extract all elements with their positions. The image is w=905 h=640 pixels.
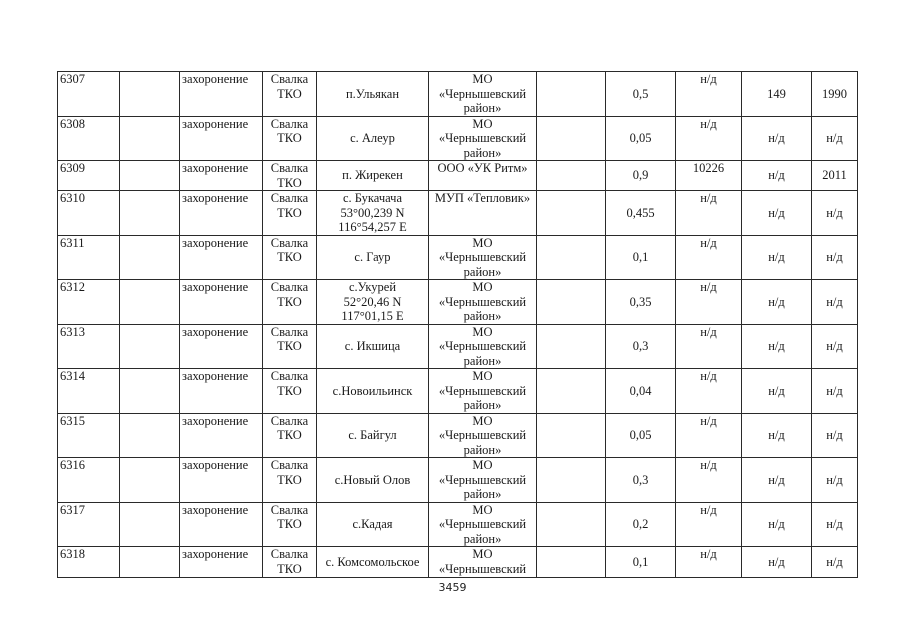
area-cell: 0,1 xyxy=(606,547,676,578)
record-number-cell: 6314 xyxy=(58,369,120,414)
table-row xyxy=(58,502,858,547)
value-cell: н/д xyxy=(742,235,812,280)
record-number-cell: 6307 xyxy=(58,72,120,117)
table-row xyxy=(58,72,858,117)
location-cell xyxy=(317,161,429,191)
table-row xyxy=(58,161,858,191)
empty-cell xyxy=(537,235,606,280)
location-cell-line: с.Укурей xyxy=(348,280,397,294)
year-cell: н/д xyxy=(812,369,858,414)
object-type-cell xyxy=(263,72,317,117)
operator-cell-line: МО xyxy=(472,458,493,472)
operator-cell-line: «Чернышевский xyxy=(438,561,527,576)
operator-cell-line: МО xyxy=(472,502,493,517)
operator-cell-line: район» xyxy=(463,264,502,279)
area-cell: 0,35 xyxy=(606,280,676,325)
operator-cell xyxy=(429,458,537,503)
empty-cell xyxy=(537,280,606,325)
year-cell: н/д xyxy=(812,547,858,578)
object-type-cell xyxy=(263,324,317,369)
record-number-cell: 6315 xyxy=(58,413,120,458)
activity-cell: захоронение xyxy=(180,458,263,503)
year-cell: н/д xyxy=(812,413,858,458)
record-number-cell: 6309 xyxy=(58,161,120,191)
year-cell: н/д xyxy=(812,191,858,236)
empty-cell xyxy=(120,72,180,117)
year-cell: н/д xyxy=(812,116,858,161)
area-cell: 0,3 xyxy=(606,324,676,369)
activity-cell: захоронение xyxy=(180,502,263,547)
activity-cell: захоронение xyxy=(180,413,263,458)
operator-cell-line: район» xyxy=(463,145,502,160)
value-cell: н/д xyxy=(742,369,812,414)
area-cell: 0,3 xyxy=(606,458,676,503)
empty-cell xyxy=(537,413,606,458)
empty-cell xyxy=(537,161,606,191)
object-type-cell-line: ТКО xyxy=(277,175,302,190)
empty-cell xyxy=(120,547,180,578)
volume-cell: н/д xyxy=(676,547,742,578)
object-type-cell-line: Свалка xyxy=(270,161,309,175)
location-cell-line: с.Новоильинск xyxy=(332,383,413,398)
table-row xyxy=(58,458,858,503)
year-cell: н/д xyxy=(812,280,858,325)
object-type-cell-line: Свалка xyxy=(270,191,309,205)
record-number-cell: 6312 xyxy=(58,280,120,325)
empty-cell xyxy=(537,324,606,369)
object-type-cell-line: ТКО xyxy=(277,383,302,398)
object-type-cell-line: ТКО xyxy=(277,472,302,487)
operator-cell-line: «Чернышевский xyxy=(438,472,527,487)
empty-cell xyxy=(120,324,180,369)
area-cell: 0,2 xyxy=(606,502,676,547)
activity-cell: захоронение xyxy=(180,161,263,191)
value-cell: 149 xyxy=(742,72,812,117)
year-cell: н/д xyxy=(812,502,858,547)
operator-cell-line: МО xyxy=(472,413,493,428)
operator-cell xyxy=(429,502,537,547)
activity-cell: захоронение xyxy=(180,369,263,414)
object-type-cell-line: Свалка xyxy=(270,502,309,517)
volume-cell: н/д xyxy=(676,502,742,547)
object-type-cell xyxy=(263,547,317,578)
object-type-cell-line: Свалка xyxy=(270,72,309,86)
table-row xyxy=(58,280,858,325)
empty-cell xyxy=(120,191,180,236)
activity-cell: захоронение xyxy=(180,116,263,161)
operator-cell-line: МО xyxy=(472,235,493,250)
year-cell: н/д xyxy=(812,235,858,280)
operator-cell-line: район» xyxy=(463,442,502,457)
year-cell: 1990 xyxy=(812,72,858,117)
empty-cell xyxy=(120,161,180,191)
table-row xyxy=(58,324,858,369)
volume-cell: н/д xyxy=(676,235,742,280)
operator-cell-line: МО xyxy=(472,369,493,383)
activity-cell: захоронение xyxy=(180,72,263,117)
operator-cell xyxy=(429,191,537,236)
operator-cell-line: МУП «Тепловик» xyxy=(434,191,531,205)
area-cell: 0,1 xyxy=(606,235,676,280)
table-row xyxy=(58,116,858,161)
operator-cell-line: «Чернышевский xyxy=(438,131,527,145)
operator-cell xyxy=(429,280,537,325)
location-cell xyxy=(317,413,429,458)
table-row xyxy=(58,547,858,578)
location-cell-line: с. Икшица xyxy=(344,339,401,353)
object-type-cell xyxy=(263,369,317,414)
location-cell xyxy=(317,502,429,547)
operator-cell xyxy=(429,235,537,280)
record-number-cell: 6310 xyxy=(58,191,120,236)
operator-cell-line: ООО «УК Ритм» xyxy=(437,161,528,175)
location-cell xyxy=(317,72,429,117)
object-type-cell xyxy=(263,502,317,547)
operator-cell-line: МО xyxy=(472,116,493,131)
area-cell: 0,9 xyxy=(606,161,676,191)
object-type-cell-line: ТКО xyxy=(277,294,302,309)
object-type-cell-line: ТКО xyxy=(277,561,302,576)
activity-cell: захоронение xyxy=(180,547,263,578)
empty-cell xyxy=(120,280,180,325)
operator-cell-line: «Чернышевский xyxy=(438,339,527,353)
record-number-cell: 6311 xyxy=(58,235,120,280)
volume-cell: н/д xyxy=(676,369,742,414)
record-number-cell: 6317 xyxy=(58,502,120,547)
object-type-cell-line: ТКО xyxy=(277,339,302,353)
empty-cell xyxy=(537,72,606,117)
object-type-cell-line: ТКО xyxy=(277,131,302,145)
value-cell: н/д xyxy=(742,413,812,458)
empty-cell xyxy=(537,369,606,414)
volume-cell: н/д xyxy=(676,72,742,117)
activity-cell: захоронение xyxy=(180,191,263,236)
empty-cell xyxy=(120,369,180,414)
operator-cell-line: район» xyxy=(463,487,502,501)
year-cell: 2011 xyxy=(812,161,858,191)
activity-cell: захоронение xyxy=(180,324,263,369)
object-type-cell-line: Свалка xyxy=(270,324,309,339)
location-cell xyxy=(317,116,429,161)
record-number-cell: 6308 xyxy=(58,116,120,161)
operator-cell-line: «Чернышевский xyxy=(438,294,527,309)
operator-cell-line: МО xyxy=(472,280,493,294)
area-cell: 0,05 xyxy=(606,413,676,458)
empty-cell xyxy=(537,458,606,503)
object-type-cell xyxy=(263,161,317,191)
location-cell xyxy=(317,235,429,280)
operator-cell xyxy=(429,547,537,578)
location-cell-line: с. Комсомольское xyxy=(325,554,420,569)
location-cell xyxy=(317,280,429,325)
operator-cell-line: «Чернышевский xyxy=(438,383,527,398)
volume-cell: н/д xyxy=(676,413,742,458)
operator-cell xyxy=(429,369,537,414)
location-cell-line: с. Гаур xyxy=(354,250,391,264)
operator-cell-line: МО xyxy=(472,324,493,339)
record-number-cell: 6313 xyxy=(58,324,120,369)
object-type-cell-line: Свалка xyxy=(270,547,309,561)
value-cell: н/д xyxy=(742,116,812,161)
activity-cell: захоронение xyxy=(180,280,263,325)
object-type-cell-line: ТКО xyxy=(277,205,302,220)
operator-cell-line: «Чернышевский xyxy=(438,517,527,531)
page-number: 3459 xyxy=(438,581,467,594)
empty-cell xyxy=(120,458,180,503)
object-type-cell xyxy=(263,458,317,503)
object-type-cell xyxy=(263,116,317,161)
activity-cell: захоронение xyxy=(180,235,263,280)
area-cell: 0,04 xyxy=(606,369,676,414)
location-cell xyxy=(317,191,429,236)
value-cell: н/д xyxy=(742,458,812,503)
object-type-cell-line: Свалка xyxy=(270,235,309,250)
location-cell xyxy=(317,369,429,414)
object-type-cell-line: ТКО xyxy=(277,250,302,264)
value-cell: н/д xyxy=(742,191,812,236)
object-type-cell-line: Свалка xyxy=(270,413,309,428)
empty-cell xyxy=(120,235,180,280)
year-cell: н/д xyxy=(812,458,858,503)
location-cell-line: п. Жирекен xyxy=(342,168,403,183)
value-cell: н/д xyxy=(742,502,812,547)
operator-cell xyxy=(429,116,537,161)
object-type-cell xyxy=(263,280,317,325)
object-type-cell-line: ТКО xyxy=(277,428,302,442)
operator-cell-line: МО xyxy=(472,72,493,86)
location-cell xyxy=(317,324,429,369)
waste-sites-table xyxy=(57,71,858,578)
empty-cell xyxy=(537,502,606,547)
object-type-cell-line: Свалка xyxy=(270,369,309,383)
object-type-cell-line: Свалка xyxy=(270,458,309,472)
location-cell-line: 53°00,239 N xyxy=(340,205,405,220)
object-type-cell-line: Свалка xyxy=(270,116,309,131)
area-cell: 0,5 xyxy=(606,72,676,117)
location-cell-line: с.Кадая xyxy=(352,517,393,531)
empty-cell xyxy=(537,191,606,236)
location-cell-line: 117°01,15 E xyxy=(341,309,404,323)
record-number-cell: 6318 xyxy=(58,547,120,578)
value-cell: н/д xyxy=(742,324,812,369)
location-cell-line: с.Новый Олов xyxy=(334,472,411,487)
object-type-cell-line: ТКО xyxy=(277,86,302,101)
operator-cell-line: район» xyxy=(463,101,502,115)
operator-cell-line: район» xyxy=(463,309,502,323)
object-type-cell-line: Свалка xyxy=(270,280,309,294)
empty-cell xyxy=(120,502,180,547)
location-cell xyxy=(317,458,429,503)
area-cell: 0,05 xyxy=(606,116,676,161)
empty-cell xyxy=(537,547,606,578)
operator-cell-line: МО xyxy=(472,547,493,561)
year-cell: н/д xyxy=(812,324,858,369)
operator-cell xyxy=(429,413,537,458)
value-cell: н/д xyxy=(742,161,812,191)
empty-cell xyxy=(537,116,606,161)
location-cell-line: с. Байгул xyxy=(348,428,397,442)
value-cell: н/д xyxy=(742,547,812,578)
area-cell: 0,455 xyxy=(606,191,676,236)
operator-cell-line: «Чернышевский xyxy=(438,428,527,442)
record-number-cell: 6316 xyxy=(58,458,120,503)
object-type-cell xyxy=(263,413,317,458)
location-cell-line: п.Ульякан xyxy=(345,86,400,101)
volume-cell: н/д xyxy=(676,116,742,161)
location-cell xyxy=(317,547,429,578)
operator-cell xyxy=(429,324,537,369)
location-cell-line: с. Алеур xyxy=(350,131,395,145)
empty-cell xyxy=(120,116,180,161)
location-cell-line: 52°20,46 N xyxy=(343,294,402,309)
volume-cell: н/д xyxy=(676,191,742,236)
operator-cell-line: район» xyxy=(463,353,502,368)
table-row xyxy=(58,413,858,458)
table-row xyxy=(58,369,858,414)
object-type-cell-line: ТКО xyxy=(277,517,302,531)
operator-cell xyxy=(429,72,537,117)
table-row xyxy=(58,235,858,280)
table-row xyxy=(58,191,858,236)
operator-cell-line: район» xyxy=(463,398,502,412)
object-type-cell xyxy=(263,235,317,280)
value-cell: н/д xyxy=(742,280,812,325)
volume-cell: н/д xyxy=(676,324,742,369)
operator-cell-line: район» xyxy=(463,531,502,546)
location-cell-line: 116°54,257 E xyxy=(338,220,407,234)
volume-cell: н/д xyxy=(676,458,742,503)
location-cell-line: с. Букачача xyxy=(342,191,402,205)
volume-cell: н/д xyxy=(676,280,742,325)
operator-cell-line: «Чернышевский xyxy=(438,86,527,101)
operator-cell-line: «Чернышевский xyxy=(438,250,527,264)
operator-cell xyxy=(429,161,537,191)
object-type-cell xyxy=(263,191,317,236)
empty-cell xyxy=(120,413,180,458)
volume-cell: 10226 xyxy=(676,161,742,191)
table-body xyxy=(58,72,858,578)
